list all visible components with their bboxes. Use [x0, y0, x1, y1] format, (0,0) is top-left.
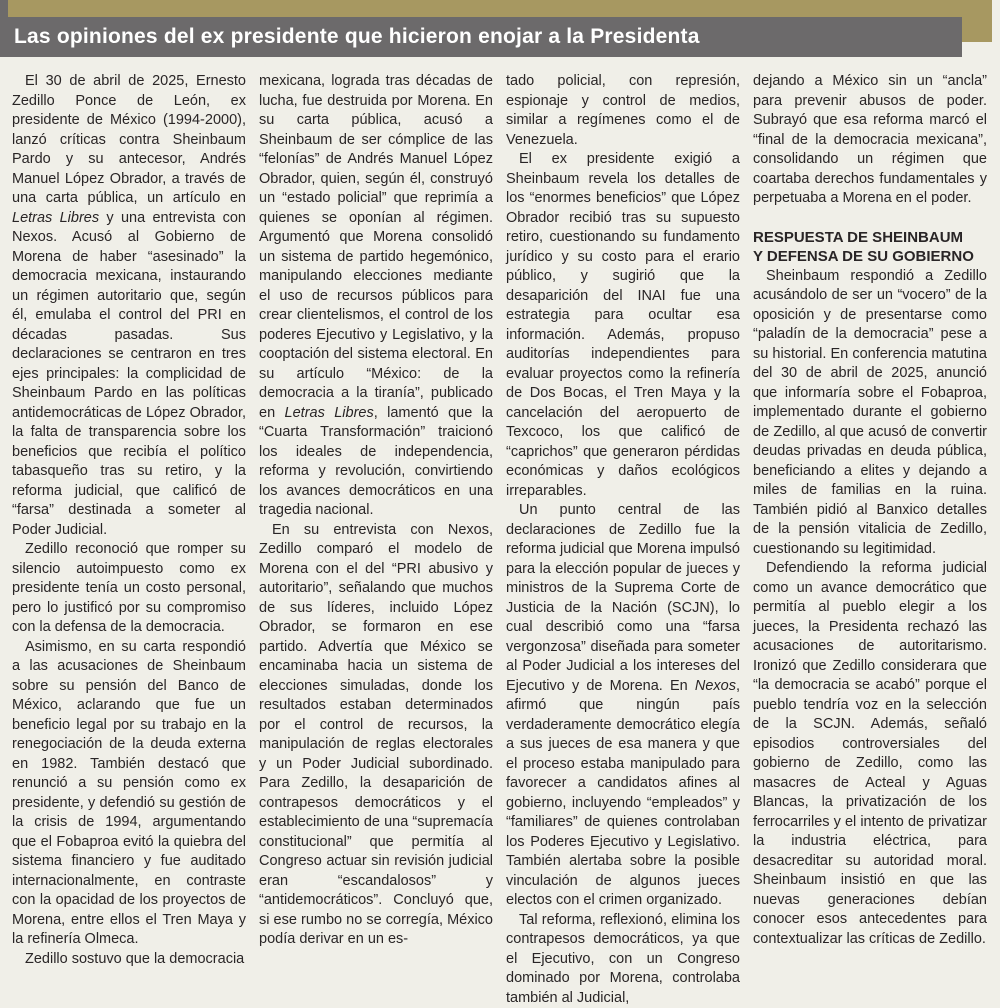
paragraph [506, 501, 740, 911]
article-body [0, 57, 1000, 1008]
paragraph [259, 72, 493, 521]
paragraph [753, 559, 987, 949]
paragraph [12, 950, 246, 970]
paragraph-text: , afirmó que ningún país verdaderamente democrático elegía a sus jueces de esa manera y que el proceso estaba manipulado para favorecer a candidatos afines al gobierno, incluyendo “empleados” y “familiares” de quienes controlaban los Poderes Ejecutivo y Legislativo. También alertaba sobre la posible vinculación de algunos jueces electos con el crimen organizado. [506, 678, 740, 909]
paragraph-text: Defendiendo la reforma judicial como un avance democrático que permitía al pueblo elegir a los jueces, la Presidenta rechazó las acusaciones de autoritarismo. Ironizó que Zedillo considerara que “la democracia se acabó” porque el pueblo tendría voz en la selección de la SCJN. Además, señaló episodios controversiales del gobierno de Zedillo, como las masacres de Acteal y Aguas Blancas, la privatización de los ferrocarriles y el intento de privatizar la industria eléctrica, para desacreditar su autoridad moral. Sheinbaum insistió en que las nuevas generaciones debían conocer esos antecedentes para contextualizar las críticas de Zedillo. [753, 560, 987, 947]
header-left-notch [0, 0, 8, 17]
paragraph-text: El 30 de abril de 2025, Ernesto Zedillo Ponce de León, ex presidente de México (1994-2000), lanzó críticas contra Sheinbaum Pardo y su antecesor, Andrés Manuel López Obrador, a través de una carta pública, un artículo en [12, 73, 246, 206]
text-column-4 [753, 72, 987, 1008]
paragraph-text: Un punto central de las declaraciones de Zedillo fue la reforma judicial que Morena impulsó para la elección popular de jueces y ministros de la Suprema Corte de Justicia de la Nación (SCJN), lo cual describió como una “farsa vergonzosa” diseñada para someter al Poder Judicial a los intereses del Ejecutivo y de Morena. En [506, 502, 740, 694]
paragraph [259, 521, 493, 950]
text-column-2 [259, 72, 493, 1008]
paragraph-text: dejando a México sin un “ancla” para prevenir abusos de poder. Subrayó que esa reforma marcó el “final de la democracia mexicana”, consolidando un régimen que coartaba derechos fundamentales y perpetuaba a Morena en el poder. [753, 73, 987, 206]
publication-name-italic: Nexos [695, 678, 736, 694]
paragraph-text: tado policial, con represión, espionaje y control de medios, similar a regímenes como el de Venezuela. [506, 73, 740, 148]
paragraph-text: Zedillo sostuvo que la democracia [25, 951, 244, 967]
paragraph [506, 911, 740, 1008]
text-column-3 [506, 72, 740, 1008]
paragraph [506, 72, 740, 150]
paragraph-text: y una entrevista con Nexos. Acusó al Gobierno de Morena de haber “asesinado” la democracia mexicana, instaurando un régimen autoritario que, según él, emulaba el control del PRI en décadas pasadas. Sus declaraciones se centraron en tres ejes principales: la complicidad de Sheinbaum Pardo en las políticas antidemocráticas de López Obrador, la falta de transparencia sobre los beneficios que recibía el político tabasqueño tras su retiro, y la reforma judicial, que calificó de “farsa” destinada a someter al Poder Judicial. [12, 210, 246, 538]
paragraph-text: , lamentó que la “Cuarta Transformación” traicionó los ideales de independencia, reforma y revolución, convirtiendo los avances democráticos en una tragedia nacional. [259, 405, 493, 519]
publication-name-italic: Letras Libres [285, 405, 374, 421]
section-heading-line-1: RESPUESTA DE SHEINBAUM [753, 228, 987, 248]
text-column-1 [12, 72, 246, 1008]
paragraph-text: Sheinbaum respondió a Zedillo acusándolo de ser un “vocero” de la oposición y de presentarse como “paladín de la democracia” pese a su historial. En conferencia matutina del 30 de abril de 2025, anunció que informaría sobre el Fobaproa, implementado durante el gobierno de Zedillo, al que acusó de convertir deudas privadas en deuda pública, beneficiando a elites y dejando a miles de familias en la ruina. También pidió al Banxico detalles de la pensión vitalicia de Zedillo, cuestionando su legitimidad. [753, 268, 987, 557]
publication-name-italic: Letras Libres [12, 210, 99, 226]
paragraph-text: En su entrevista con Nexos, Zedillo comparó el modelo de Morena con el del “PRI abusivo y autoritario”, señalando que muchos de sus líderes, incluido López Obrador, se formaron en ese partido. Advertía que México se encaminaba hacia un sistema de elecciones simuladas, donde los resultados estaban determinados por el control de recursos, la manipulación de reglas electorales y un Poder Judicial subordinado. Para Zedillo, la desaparición de contrapesos democráticos y el establecimiento de una “supremacía constitucional” que permitía al Congreso actuar sin revisión judicial eran “escandalosos” y “antidemocráticos”. Concluyó que, si ese rumbo no se corregía, México podía derivar en un es- [259, 522, 493, 948]
paragraph-text: Tal reforma, reflexionó, elimina los contrapesos democráticos, ya que el Ejecutivo, con un Congreso dominado por Morena, controlaba también al Judicial, [506, 912, 740, 1006]
paragraph-text: Asimismo, en su carta respondió a las acusaciones de Sheinbaum sobre su pensión del Banco de México, aclarando que fue un beneficio legal por su trabajo en la renegociación de la deuda externa en 1982. También destacó que renunció a su pensión como ex presidente, y defendió su gestión de la crisis de 1994, argumentando que el Fobaproa evitó la quiebra del sistema financiero y fue auditado internacionalmente, en contraste con la opacidad de los proyectos de Morena, entre ellos el Tren Maya y la refinería Olmeca. [12, 639, 246, 948]
article-header [0, 0, 1000, 57]
paragraph-text: mexicana, lograda tras décadas de lucha, fue destruida por Morena. En su carta pública, acusó a Sheinbaum de ser cómplice de las “felonías” de Andrés Manuel López Obrador, quien, según él, construyó un “estado policial” que reprimía a quienes se oponían al régimen. Argumentó que Morena consolidó un sistema de partido hegemónico, manipulando elecciones mediante el uso de recursos públicos para crear clientelismos, el control de los poderes Ejecutivo y Legislativo, y la cooptación del sistema electoral. En su artículo “México: de la democracia a la tiranía”, publicado en [259, 73, 493, 421]
paragraph [506, 150, 740, 501]
page-title: Las opiniones del ex presidente que hicieron enojar a la Presidenta [0, 25, 700, 49]
paragraph [753, 72, 987, 209]
paragraph-text: El ex presidente exigió a Sheinbaum revela los detalles de los “enormes beneficios” que López Obrador recibió tras su supuesto retiro, cuestionando su fundamento jurídico y su costo para el erario público, y sugirió que la desaparición del INAI fue una estrategia para ocultar esa información. Además, propuso auditorías independientes para evaluar proyectos como la refinería de Dos Bocas, el Tren Maya y la cancelación del aeropuerto de Texcoco, los que calificó de “caprichos” que generaron pérdidas económicas y daños ecológicos irreparables. [506, 151, 740, 499]
title-bar [0, 17, 962, 57]
paragraph [12, 638, 246, 950]
paragraph [12, 72, 246, 540]
paragraph-text: Zedillo reconoció que romper su silencio autoimpuesto como ex presidente tenía un costo personal, pero lo justificó por su compromiso con la defensa de la democracia. [12, 541, 246, 635]
paragraph [753, 267, 987, 560]
paragraph [12, 540, 246, 638]
section-heading [753, 228, 987, 267]
section-heading-line-2: Y DEFENSA DE SU GOBIERNO [753, 247, 987, 267]
